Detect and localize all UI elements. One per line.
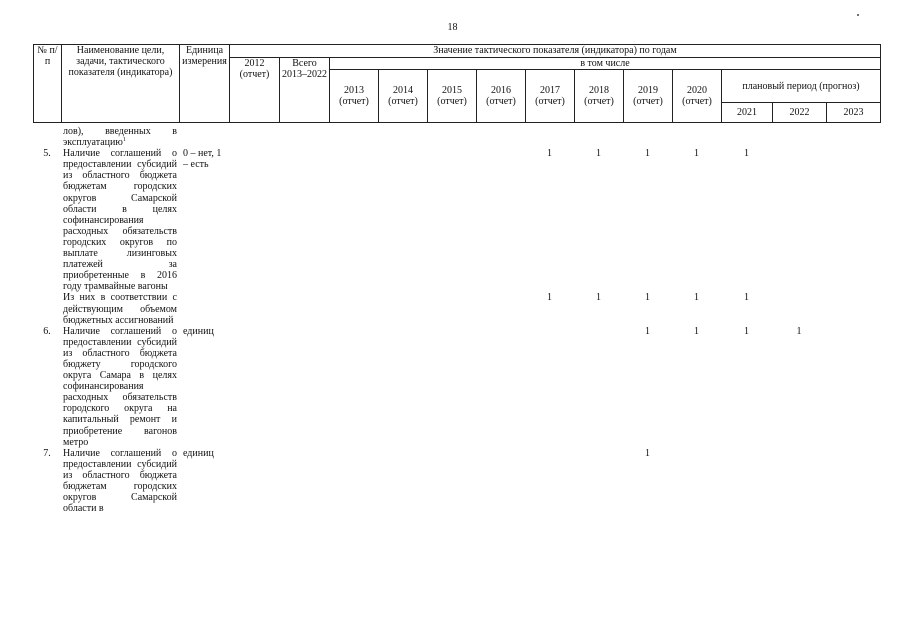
value-cell: [378, 292, 427, 325]
value-cell: [378, 148, 427, 292]
value-cell: [772, 292, 826, 325]
header-name: Наименование цели, задачи, тактического показателя (индикатора): [62, 45, 180, 123]
value-cell: 1: [547, 148, 552, 160]
value-cell: 1: [645, 148, 650, 160]
row-num: 6.: [43, 325, 51, 337]
row-unit: единиц: [183, 325, 214, 337]
value-cell: [427, 126, 476, 148]
value-cell: [476, 326, 525, 448]
row-unit: [179, 126, 229, 148]
value-cell: [574, 448, 623, 515]
row-name: Наличие соглашений о предоставлении субсидий из областного бюджета бюджетам городских округов Самарской области в целях софинансирования расходных обязательств городских округов по выплате лизинговых платежей за приобретенные в 2016 году трамвайные вагоны: [63, 148, 177, 293]
header-year-2014: 2014 (отчет): [379, 70, 428, 123]
header-year-2019: 2019 (отчет): [624, 70, 673, 123]
value-cell: [826, 148, 880, 292]
header-including: в том числе: [330, 58, 881, 70]
value-cell: [329, 326, 378, 448]
value-cell: [772, 148, 826, 292]
value-cell: [329, 148, 378, 292]
value-cell: [229, 448, 279, 515]
value-cell: 1: [744, 148, 749, 160]
row-num: [33, 126, 61, 148]
row-name: Из них в соответствии с действующим объемом бюджетных ассигнований: [63, 292, 177, 326]
row-num: 5.: [43, 148, 51, 160]
row-unit: единиц: [183, 447, 214, 459]
row-name: Наличие соглашений о предоставлении субсидий из областного бюджета бюджету городского округа Самара в целях софинансирования расходных обязательств городского округа на капитальный ремонт и приобретение вагонов метро: [63, 325, 177, 448]
row-num: 7.: [43, 447, 51, 459]
value-cell: [574, 326, 623, 448]
value-cell: [279, 292, 329, 325]
value-cell: [378, 326, 427, 448]
footnote-mark: 1: [122, 137, 126, 144]
table-row: [33, 126, 880, 148]
table-header: [33, 44, 881, 123]
header-year-2018: 2018 (отчет): [575, 70, 624, 123]
value-cell: [427, 148, 476, 292]
header-planned-period: плановый период (прогноз): [722, 70, 881, 103]
row-unit: 0 – нет, 1 – есть: [183, 148, 222, 171]
value-cell: [329, 292, 378, 325]
value-cell: [229, 326, 279, 448]
value-cell: 1: [547, 292, 552, 304]
header-2012: 2012 (отчет): [230, 58, 280, 123]
value-cell: [279, 448, 329, 515]
value-cell: [329, 126, 378, 148]
value-cell: [721, 126, 772, 148]
value-cell: [525, 448, 574, 515]
row-unit: [179, 292, 229, 325]
value-cell: [229, 126, 279, 148]
value-cell: [721, 448, 772, 515]
value-cell: [476, 126, 525, 148]
header-year-2013: 2013 (отчет): [330, 70, 379, 123]
header-year-2017: 2017 (отчет): [526, 70, 575, 123]
value-cell: [772, 126, 826, 148]
value-cell: [279, 126, 329, 148]
row-name: Наличие соглашений о предоставлении субсидий из областного бюджета бюджетам городских округов Самарской области в: [63, 447, 177, 515]
value-cell: [427, 292, 476, 325]
header-total: Всего 2013–2022: [280, 58, 330, 123]
value-cell: [672, 126, 721, 148]
value-cell: 1: [744, 325, 749, 337]
value-cell: [229, 292, 279, 325]
header-unit: Единица измерения: [180, 45, 230, 123]
table-row: [33, 292, 880, 325]
value-cell: [378, 448, 427, 515]
value-cell: [525, 126, 574, 148]
value-cell: [427, 326, 476, 448]
header-year-2023: 2023: [827, 103, 881, 123]
header-values-title: Значение тактического показателя (индикатора) по годам: [230, 45, 881, 58]
scan-speck: [857, 14, 859, 16]
header-year-2016: 2016 (отчет): [477, 70, 526, 123]
value-cell: [772, 448, 826, 515]
value-cell: [279, 326, 329, 448]
row-name: лов), введенных в эксплуатацию$^1$: [63, 126, 177, 149]
value-cell: 1: [645, 447, 650, 459]
value-cell: 1: [694, 292, 699, 304]
value-cell: [427, 448, 476, 515]
value-cell: 1: [645, 292, 650, 304]
value-cell: [623, 126, 672, 148]
value-cell: [329, 448, 378, 515]
value-cell: [476, 148, 525, 292]
table-row: [33, 148, 880, 292]
header-num: № п/п: [34, 45, 62, 123]
table-body: [33, 126, 880, 514]
page-number: 18: [447, 22, 458, 33]
value-cell: [378, 126, 427, 148]
value-cell: 1: [596, 292, 601, 304]
row-num: [33, 292, 61, 325]
value-cell: [476, 448, 525, 515]
table-row: [33, 448, 880, 515]
value-cell: [229, 148, 279, 292]
value-cell: [672, 448, 721, 515]
header-year-2022: 2022: [773, 103, 827, 123]
value-cell: [826, 126, 880, 148]
value-cell: [525, 326, 574, 448]
value-cell: [826, 292, 880, 325]
value-cell: [476, 292, 525, 325]
header-year-2015: 2015 (отчет): [428, 70, 477, 123]
value-cell: 1: [694, 148, 699, 160]
value-cell: 1: [796, 325, 802, 337]
table-row: [33, 326, 880, 448]
value-cell: 1: [744, 292, 749, 304]
value-cell: [279, 148, 329, 292]
header-year-2021: 2021: [722, 103, 773, 123]
value-cell: 1: [694, 325, 699, 337]
value-cell: [826, 448, 880, 515]
value-cell: [574, 126, 623, 148]
header-year-2020: 2020 (отчет): [673, 70, 722, 123]
value-cell: 1: [596, 148, 601, 160]
value-cell: [826, 326, 880, 448]
value-cell: 1: [645, 325, 650, 337]
